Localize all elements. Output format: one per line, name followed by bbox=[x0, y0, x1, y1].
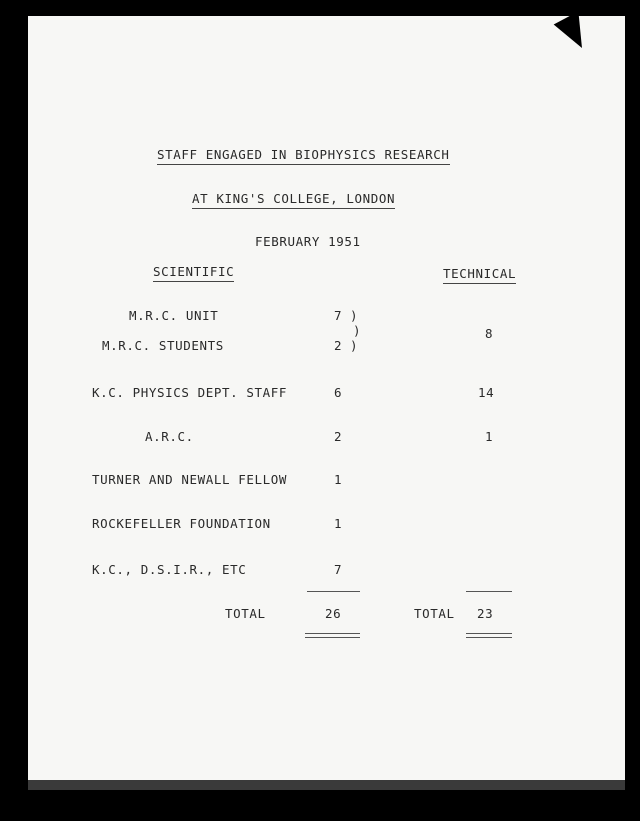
scan-edge bbox=[28, 780, 625, 790]
sum-rule bbox=[307, 591, 360, 592]
row-label: TURNER AND NEWALL FELLOW bbox=[92, 472, 288, 487]
column-header-technical: TECHNICAL bbox=[443, 268, 516, 284]
row-technical: 1 bbox=[485, 429, 494, 444]
title-line-2: AT KING'S COLLEGE, LONDON bbox=[192, 193, 395, 209]
row-scientific: 6 bbox=[334, 385, 343, 400]
bracket: ) bbox=[350, 338, 359, 353]
column-header-scientific: SCIENTIFIC bbox=[153, 266, 234, 282]
total-double-rule bbox=[466, 633, 512, 638]
total-label-technical: TOTAL bbox=[414, 606, 455, 621]
sum-rule bbox=[466, 591, 512, 592]
date: FEBRUARY 1951 bbox=[255, 234, 361, 249]
bracket: ) bbox=[353, 323, 362, 338]
row-scientific: 1 bbox=[334, 472, 343, 487]
row-scientific: 2 bbox=[334, 429, 343, 444]
row-technical: 14 bbox=[478, 385, 495, 400]
row-scientific: 7 bbox=[334, 308, 343, 323]
title-line-1: STAFF ENGAGED IN BIOPHYSICS RESEARCH bbox=[157, 149, 450, 165]
row-label: M.R.C. STUDENTS bbox=[102, 338, 224, 353]
row-technical: 8 bbox=[485, 326, 494, 341]
row-label: ROCKEFELLER FOUNDATION bbox=[92, 516, 271, 531]
total-label-scientific: TOTAL bbox=[225, 606, 266, 621]
row-scientific: 2 bbox=[334, 338, 343, 353]
row-scientific: 7 bbox=[334, 562, 343, 577]
total-scientific: 26 bbox=[325, 606, 342, 621]
bracket: ) bbox=[350, 308, 359, 323]
row-label: A.R.C. bbox=[145, 429, 194, 444]
total-double-rule bbox=[305, 633, 360, 638]
row-scientific: 1 bbox=[334, 516, 343, 531]
document-page bbox=[28, 16, 625, 786]
row-label: M.R.C. UNIT bbox=[129, 308, 219, 323]
row-label: K.C., D.S.I.R., ETC bbox=[92, 562, 247, 577]
total-technical: 23 bbox=[477, 606, 494, 621]
row-label: K.C. PHYSICS DEPT. STAFF bbox=[92, 385, 288, 400]
